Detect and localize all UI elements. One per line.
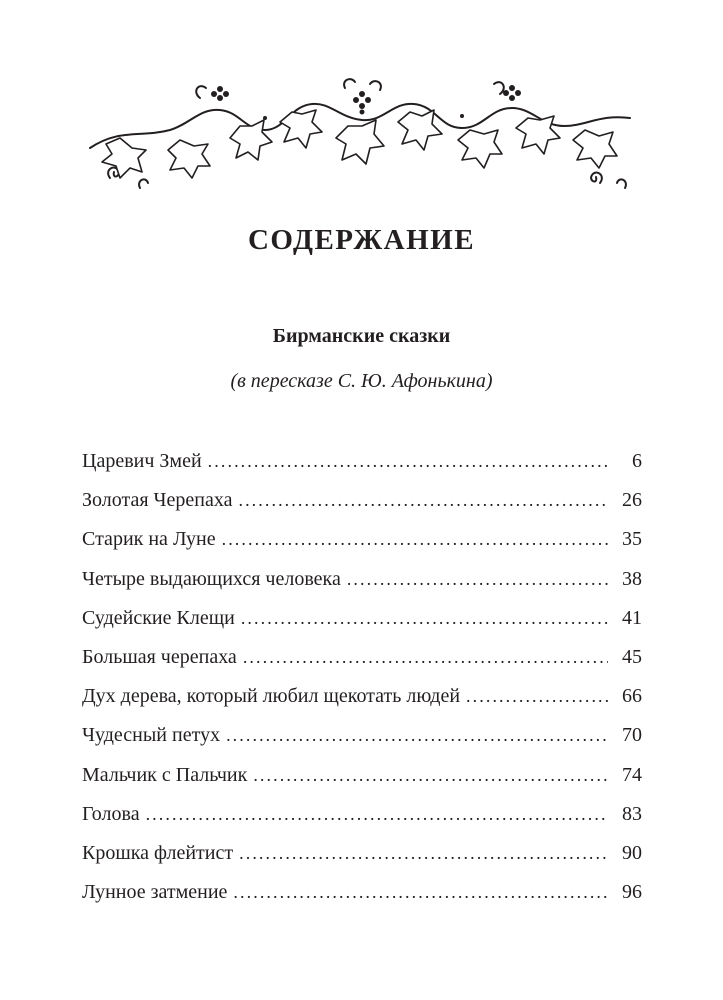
toc-entry[interactable]: [82, 607, 642, 646]
toc-leader-dots: [238, 490, 608, 511]
toc-entry[interactable]: [82, 450, 642, 489]
page-title: СОДЕРЖАНИЕ: [247, 224, 476, 256]
toc-entry[interactable]: [82, 764, 642, 803]
toc-leader-dots: [253, 765, 608, 786]
toc-entry-page: 70: [622, 724, 642, 747]
toc-entry-page: 35: [622, 528, 642, 551]
toc-entry-title: Мальчик с Пальчик: [82, 763, 248, 786]
toc-entry[interactable]: [82, 724, 642, 763]
toc-entry-title: Царевич Змей: [82, 450, 202, 472]
toc-entry-page: 26: [622, 489, 642, 512]
toc-leader-dots: [146, 804, 608, 825]
toc-entry[interactable]: [82, 881, 642, 920]
toc-entry[interactable]: [82, 842, 642, 881]
toc-entry-title: Чудесный петух: [82, 724, 221, 747]
section-subtitle: (в пересказе С. Ю. Афонькина): [230, 370, 493, 392]
toc-entry[interactable]: [82, 646, 642, 685]
toc-entry-page: 38: [622, 567, 642, 590]
toc-entry-page: 90: [622, 841, 642, 864]
toc-leader-dots: [226, 725, 608, 746]
toc-entry-title: Золотая Черепаха: [82, 489, 233, 512]
toc-entry[interactable]: [82, 568, 642, 607]
toc-leader-dots: [466, 686, 608, 707]
toc-entry[interactable]: [82, 528, 642, 567]
toc-leader-dots: [222, 529, 608, 550]
toc-entry-title: Лунное затмение: [82, 881, 228, 904]
toc-entry[interactable]: [82, 685, 642, 724]
toc-entry-page: 45: [622, 645, 642, 668]
toc-leader-dots: [233, 882, 608, 903]
toc-entry-title: Судейские Клещи: [82, 606, 235, 629]
toc-entry-page: 83: [622, 802, 642, 825]
toc-leader-dots: [243, 647, 608, 668]
section-title: Бирманские сказки: [272, 325, 451, 347]
toc-leader-dots: [241, 608, 608, 629]
toc-leader-dots: [208, 451, 608, 472]
toc-entry-title: Четыре выдающихся человека: [82, 567, 341, 590]
toc-entry-page: 66: [622, 685, 642, 708]
toc-entry-page: 6: [632, 450, 642, 472]
toc-entry-page: 96: [622, 881, 642, 904]
toc-entry-title: Голова: [82, 802, 140, 825]
toc-entry-title: Большая черепаха: [82, 645, 237, 668]
toc-entry[interactable]: [82, 803, 642, 842]
toc-entry-page: 41: [622, 606, 642, 629]
toc-entry-title: Старик на Луне: [82, 528, 216, 551]
table-of-contents: [82, 450, 642, 920]
toc-entry-page: 74: [622, 763, 642, 786]
toc-entry-title: Дух дерева, который любил щекотать людей: [82, 685, 461, 708]
toc-entry[interactable]: [82, 489, 642, 528]
toc-leader-dots: [347, 569, 608, 590]
grapevine-ornament-icon: [80, 68, 644, 198]
toc-leader-dots: [239, 843, 608, 864]
toc-entry-title: Крошка флейтист: [82, 841, 234, 864]
